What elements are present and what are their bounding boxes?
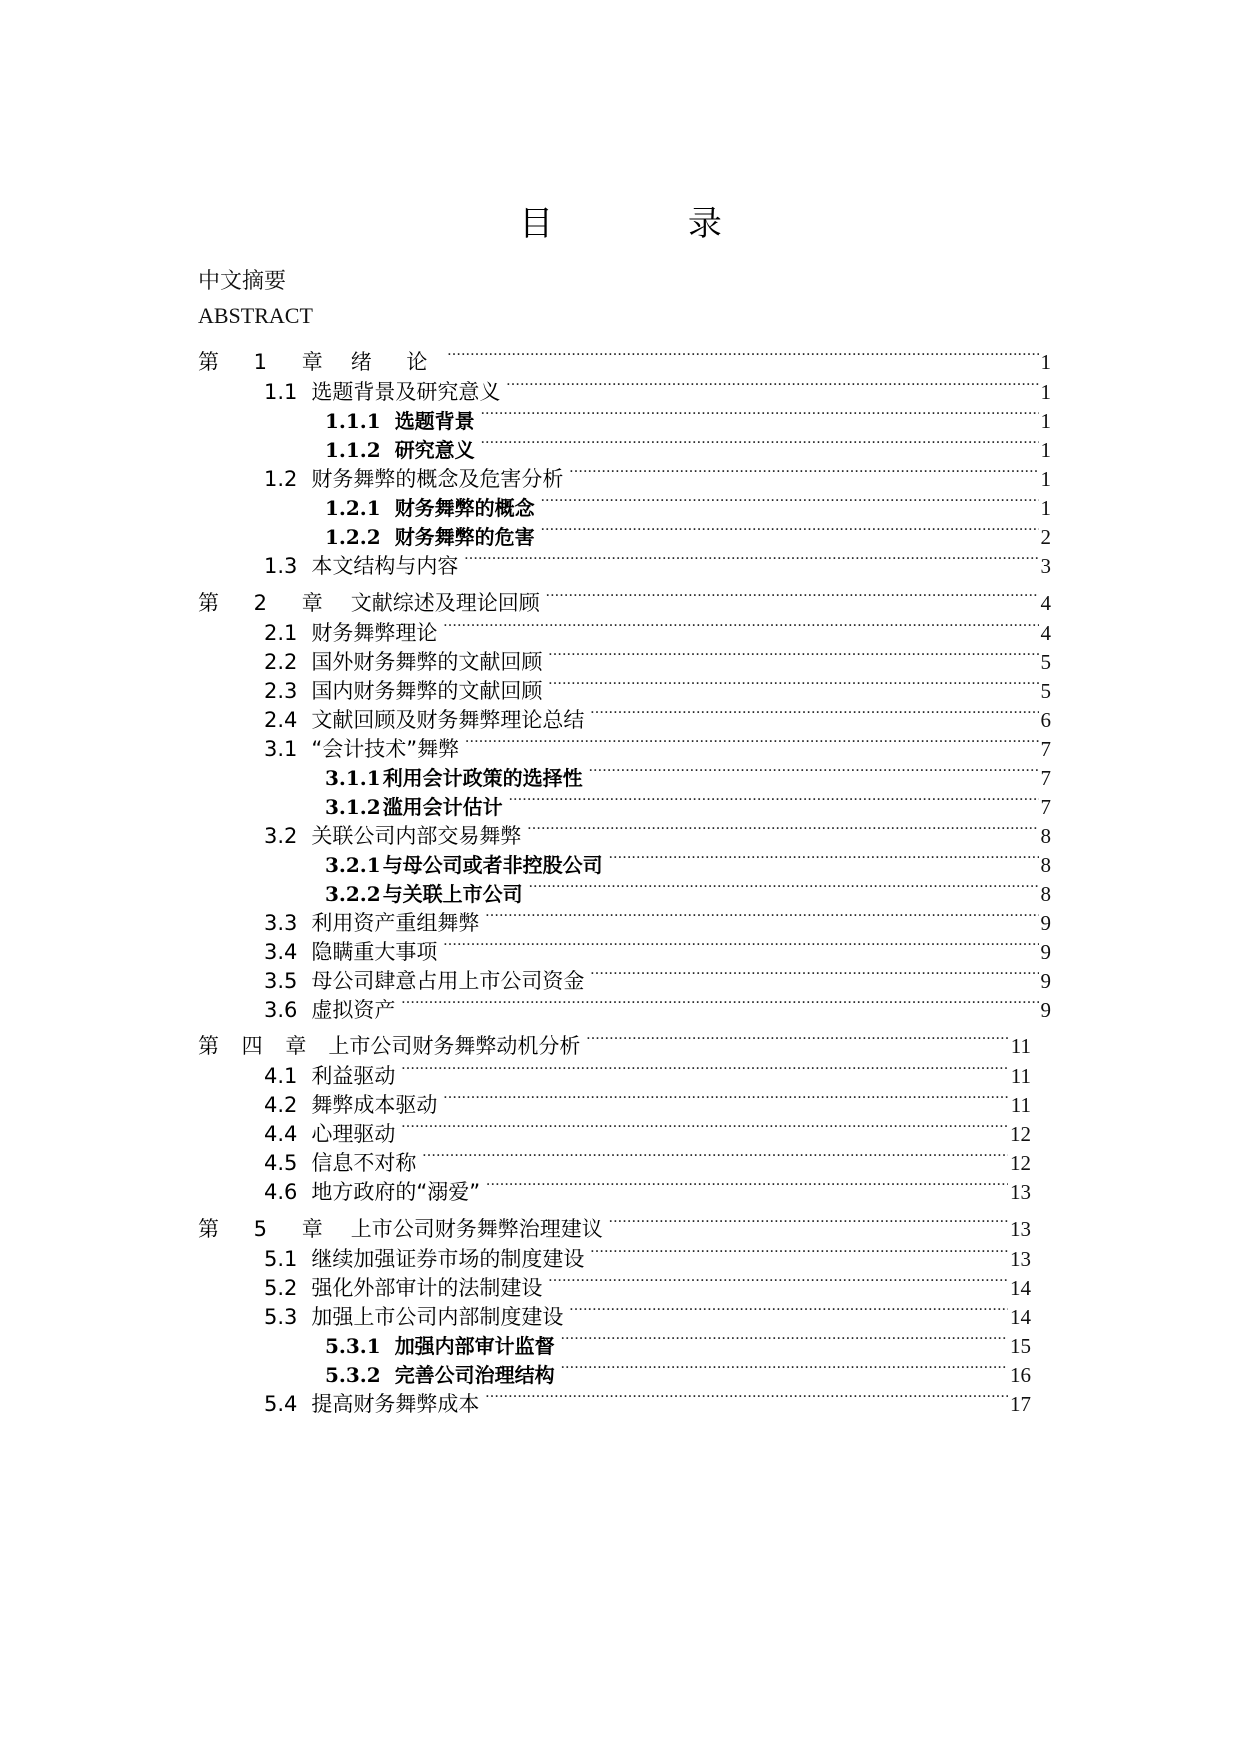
toc-entry-page: 15: [1010, 1334, 1031, 1358]
toc-entry-page: 13: [1010, 1180, 1031, 1204]
toc-leader-dots: [548, 1265, 1008, 1295]
toc-leader-dots: [589, 755, 1039, 785]
toc-entry-text: 选题背景及研究意义: [311, 380, 501, 404]
toc-entry-3-3[interactable]: [264, 900, 1051, 935]
toc-entry-text: 文献综述及理论回顾: [350, 591, 540, 615]
toc-entry-number: 3.2: [264, 824, 298, 848]
toc-entry-number: 1.2: [264, 467, 298, 491]
toc-entry-number: 第 1 章: [198, 350, 337, 374]
toc-leader-dots: [509, 784, 1039, 814]
toc-leader-dots: [590, 697, 1038, 727]
toc-leader-dots: [548, 639, 1038, 669]
toc-front-abstract-cn: 中文摘要: [198, 268, 287, 293]
toc-entry-number: 1.1.1: [325, 409, 381, 433]
toc-entry-page: 2: [1040, 525, 1051, 549]
toc-entry-number: 3.5: [264, 969, 298, 993]
toc-entry-page: 8: [1040, 882, 1051, 906]
toc-entry-5-4[interactable]: [264, 1381, 1031, 1416]
toc-entry-page: 17: [1010, 1392, 1031, 1416]
toc-entry-text: 虚拟资产: [311, 998, 396, 1022]
toc-entry-1-2-2[interactable]: [325, 514, 1051, 549]
toc-entry-number: 5.2: [264, 1276, 298, 1300]
toc-entry-text: 绪 论: [350, 350, 442, 374]
toc-leader-dots: [401, 987, 1038, 1017]
toc-leader-dots: [548, 668, 1038, 698]
toc-entry-4-5[interactable]: [264, 1140, 1031, 1175]
toc-entry-text: 母公司肆意占用上市公司资金: [311, 969, 585, 993]
toc-entry-page: 4: [1040, 591, 1051, 615]
toc-entry-text: 国外财务舞弊的文献回顾: [311, 650, 543, 674]
toc-entry-4-1[interactable]: [264, 1053, 1031, 1088]
toc-entry-4-2[interactable]: [264, 1082, 1031, 1117]
toc-entry-text: 财务舞弊的概念: [394, 496, 535, 520]
toc-entry-number: 1.2.2: [325, 525, 381, 549]
toc-entry-text: 提高财务舞弊成本: [311, 1392, 480, 1416]
toc-entry-text: 财务舞弊理论: [311, 621, 438, 645]
toc-leader-dots: [485, 900, 1038, 930]
toc-leader-dots: [443, 929, 1038, 959]
toc-entry-page: 3: [1040, 554, 1051, 578]
toc-entry-5-3-1[interactable]: [325, 1323, 1031, 1358]
toc-entry-page: 9: [1040, 911, 1051, 935]
toc-entry-number: 2.2: [264, 650, 298, 674]
toc-leader-dots: [481, 427, 1039, 457]
toc-entry-page: 5: [1040, 679, 1051, 703]
toc-leader-dots: [590, 958, 1038, 988]
toc-entry-1-2-1[interactable]: [325, 485, 1051, 520]
toc-entry-3-1[interactable]: [264, 726, 1051, 761]
toc-entry-page: 1: [1040, 350, 1051, 374]
toc-entry-5-3-2[interactable]: [325, 1352, 1031, 1387]
toc-entry-number: 4.2: [264, 1093, 298, 1117]
toc-entry-text: 文献回顾及财务舞弊理论总结: [311, 708, 585, 732]
toc-leader-dots: [609, 842, 1039, 872]
toc-entry-number: 1.1: [264, 380, 298, 404]
toc-leader-dots: [569, 456, 1038, 486]
toc-entry-text: 上市公司财务舞弊动机分析: [328, 1034, 581, 1058]
toc-leader-dots: [443, 1082, 1008, 1112]
toc-entry-5-2[interactable]: [264, 1265, 1031, 1300]
toc-entry-text: 加强上市公司内部制度建设: [311, 1305, 564, 1329]
toc-leader-dots: [481, 398, 1039, 428]
toc-leader-dots: [590, 1236, 1008, 1266]
toc-entry-page: 13: [1010, 1217, 1031, 1241]
toc-entry-page: 12: [1010, 1122, 1031, 1146]
toc-entry-text: 财务舞弊的危害: [394, 525, 535, 549]
toc-entry-number: 4.1: [264, 1064, 298, 1088]
toc-leader-dots: [465, 726, 1038, 756]
toc-entry-1-2[interactable]: [264, 456, 1051, 491]
toc-leader-dots: [506, 369, 1038, 399]
toc-entry-number: 4.4: [264, 1122, 298, 1146]
toc-entry-1-1[interactable]: [264, 369, 1051, 404]
toc-leader-dots: [529, 871, 1039, 901]
toc-entry-page: 14: [1010, 1276, 1031, 1300]
toc-entry-5-3[interactable]: [264, 1294, 1031, 1329]
toc-leader-dots: [401, 1053, 1008, 1083]
toc-entry-2-2[interactable]: [264, 639, 1051, 674]
toc-entry-4-4[interactable]: [264, 1111, 1031, 1146]
toc-entry-chapter-1[interactable]: [198, 339, 1051, 374]
toc-leader-dots: [485, 1381, 1008, 1411]
toc-entry-number: 2.3: [264, 679, 298, 703]
toc-entry-number: 3.1.1: [325, 766, 381, 790]
toc-entry-number: 第 5 章: [198, 1217, 337, 1241]
toc-entry-chapter-5[interactable]: [198, 1206, 1031, 1241]
toc-entry-text: 信息不对称: [311, 1151, 417, 1175]
toc-leader-dots: [527, 813, 1038, 843]
toc-entry-number: 5.3.2: [325, 1363, 381, 1387]
toc-entry-text: 心理驱动: [311, 1122, 396, 1146]
toc-entry-page: 11: [1010, 1064, 1031, 1088]
toc-entry-number: 2.4: [264, 708, 298, 732]
toc-entry-2-1[interactable]: [264, 610, 1051, 645]
toc-entry-number: 4.5: [264, 1151, 298, 1175]
toc-entry-4-6[interactable]: [264, 1169, 1031, 1204]
toc-entry-page: 9: [1040, 969, 1051, 993]
toc-entry-number: 5.3.1: [325, 1334, 381, 1358]
toc-entry-page: 8: [1040, 853, 1051, 877]
toc-entry-text: 地方政府的“溺爱”: [311, 1180, 481, 1204]
toc-entry-page: 7: [1040, 795, 1051, 819]
toc-title: 目 录: [519, 204, 784, 244]
toc-leader-dots: [609, 1206, 1008, 1236]
toc-entry-number: 3.2.2: [325, 882, 381, 906]
toc-entry-text: 隐瞒重大事项: [311, 940, 438, 964]
toc-entry-number: 第 四 章: [198, 1034, 315, 1058]
toc-entry-text: 滥用会计估计: [382, 795, 503, 819]
toc-entry-text: 上市公司财务舞弊治理建议: [350, 1217, 603, 1241]
toc-entry-text: 利益驱动: [311, 1064, 396, 1088]
toc-leader-dots: [422, 1140, 1008, 1170]
toc-entry-text: 完善公司治理结构: [394, 1363, 555, 1387]
toc-entry-1-1-2[interactable]: [325, 427, 1051, 462]
toc-entry-number: 3.2.1: [325, 853, 381, 877]
toc-entry-3-1-1[interactable]: [325, 755, 1051, 790]
toc-leader-dots: [569, 1294, 1008, 1324]
toc-entry-page: 1: [1040, 467, 1051, 491]
toc-entry-3-6[interactable]: [264, 987, 1051, 1022]
toc-entry-text: 与关联上市公司: [382, 882, 523, 906]
toc-entry-1-3[interactable]: [264, 543, 1051, 578]
toc-entry-text: 选题背景: [394, 409, 475, 433]
toc-entry-number: 1.2.1: [325, 496, 381, 520]
toc-entry-page: 1: [1040, 409, 1051, 433]
toc-entry-chapter-4[interactable]: [198, 1023, 1031, 1058]
toc-entry-number: 1.1.2: [325, 438, 381, 462]
toc-entry-3-2-1[interactable]: [325, 842, 1051, 877]
toc-entry-page: 6: [1040, 708, 1051, 732]
toc-leader-dots: [586, 1023, 1008, 1053]
toc-entry-text: “会计技术”舞弊: [311, 737, 460, 761]
toc-entry-number: 第 2 章: [198, 591, 337, 615]
toc-entry-1-1-1[interactable]: [325, 398, 1051, 433]
toc-entry-3-1-2[interactable]: [325, 784, 1051, 819]
toc-entry-number: 3.6: [264, 998, 298, 1022]
toc-entry-page: 14: [1010, 1305, 1031, 1329]
toc-leader-dots: [546, 580, 1039, 610]
toc-entry-page: 7: [1040, 737, 1051, 761]
toc-entry-text: 本文结构与内容: [311, 554, 459, 578]
toc-entry-page: 5: [1040, 650, 1051, 674]
toc-leader-dots: [447, 339, 1038, 369]
toc-entry-text: 国内财务舞弊的文献回顾: [311, 679, 543, 703]
toc-entry-text: 舞弊成本驱动: [311, 1093, 438, 1117]
toc-entry-number: 5.4: [264, 1392, 298, 1416]
toc-entry-chapter-2[interactable]: [198, 580, 1051, 615]
toc-entry-number: 4.6: [264, 1180, 298, 1204]
toc-entry-text: 与母公司或者非控股公司: [382, 853, 603, 877]
toc-entry-3-5[interactable]: [264, 958, 1051, 993]
toc-entry-2-3[interactable]: [264, 668, 1051, 703]
toc-entry-page: 11: [1010, 1034, 1031, 1058]
toc-entry-number: 3.3: [264, 911, 298, 935]
toc-entry-page: 13: [1010, 1247, 1031, 1271]
toc-entry-page: 9: [1040, 940, 1051, 964]
toc-leader-dots: [561, 1352, 1008, 1382]
toc-entry-page: 4: [1040, 621, 1051, 645]
toc-entry-text: 利用会计政策的选择性: [382, 766, 583, 790]
toc-entry-text: 强化外部审计的法制建设: [311, 1276, 543, 1300]
toc-leader-dots: [541, 514, 1039, 544]
toc-leader-dots: [561, 1323, 1008, 1353]
toc-entry-2-4[interactable]: [264, 697, 1051, 732]
toc-entry-text: 利用资产重组舞弊: [311, 911, 480, 935]
toc-entry-text: 研究意义: [394, 438, 475, 462]
toc-entry-page: 1: [1040, 438, 1051, 462]
toc-entry-text: 关联公司内部交易舞弊: [311, 824, 522, 848]
toc-entry-number: 3.1.2: [325, 795, 381, 819]
toc-entry-number: 3.4: [264, 940, 298, 964]
toc-leader-dots: [486, 1169, 1008, 1199]
toc-entry-page: 8: [1040, 824, 1051, 848]
toc-entry-number: 1.3: [264, 554, 298, 578]
toc-entry-5-1[interactable]: [264, 1236, 1031, 1271]
toc-entry-text: 继续加强证券市场的制度建设: [311, 1247, 585, 1271]
toc-entry-page: 9: [1040, 998, 1051, 1022]
toc-entry-page: 16: [1010, 1363, 1031, 1387]
toc-entry-page: 1: [1040, 496, 1051, 520]
toc-leader-dots: [541, 485, 1039, 515]
toc-entry-page: 1: [1040, 380, 1051, 404]
toc-entry-page: 12: [1010, 1151, 1031, 1175]
toc-entry-number: 5.3: [264, 1305, 298, 1329]
toc-entry-3-2-2[interactable]: [325, 871, 1051, 906]
toc-entry-number: 2.1: [264, 621, 298, 645]
toc-entry-number: 5.1: [264, 1247, 298, 1271]
toc-entry-text: 财务舞弊的概念及危害分析: [311, 467, 564, 491]
toc-leader-dots: [401, 1111, 1008, 1141]
toc-entry-3-4[interactable]: [264, 929, 1051, 964]
toc-leader-dots: [464, 543, 1038, 573]
toc-entry-page: 11: [1010, 1093, 1031, 1117]
toc-entry-number: 3.1: [264, 737, 298, 761]
toc-entry-3-2[interactable]: [264, 813, 1051, 848]
toc-leader-dots: [443, 610, 1038, 640]
toc-front-abstract-en: ABSTRACT: [198, 303, 313, 328]
toc-entry-page: 7: [1040, 766, 1051, 790]
toc-entry-text: 加强内部审计监督: [394, 1334, 555, 1358]
